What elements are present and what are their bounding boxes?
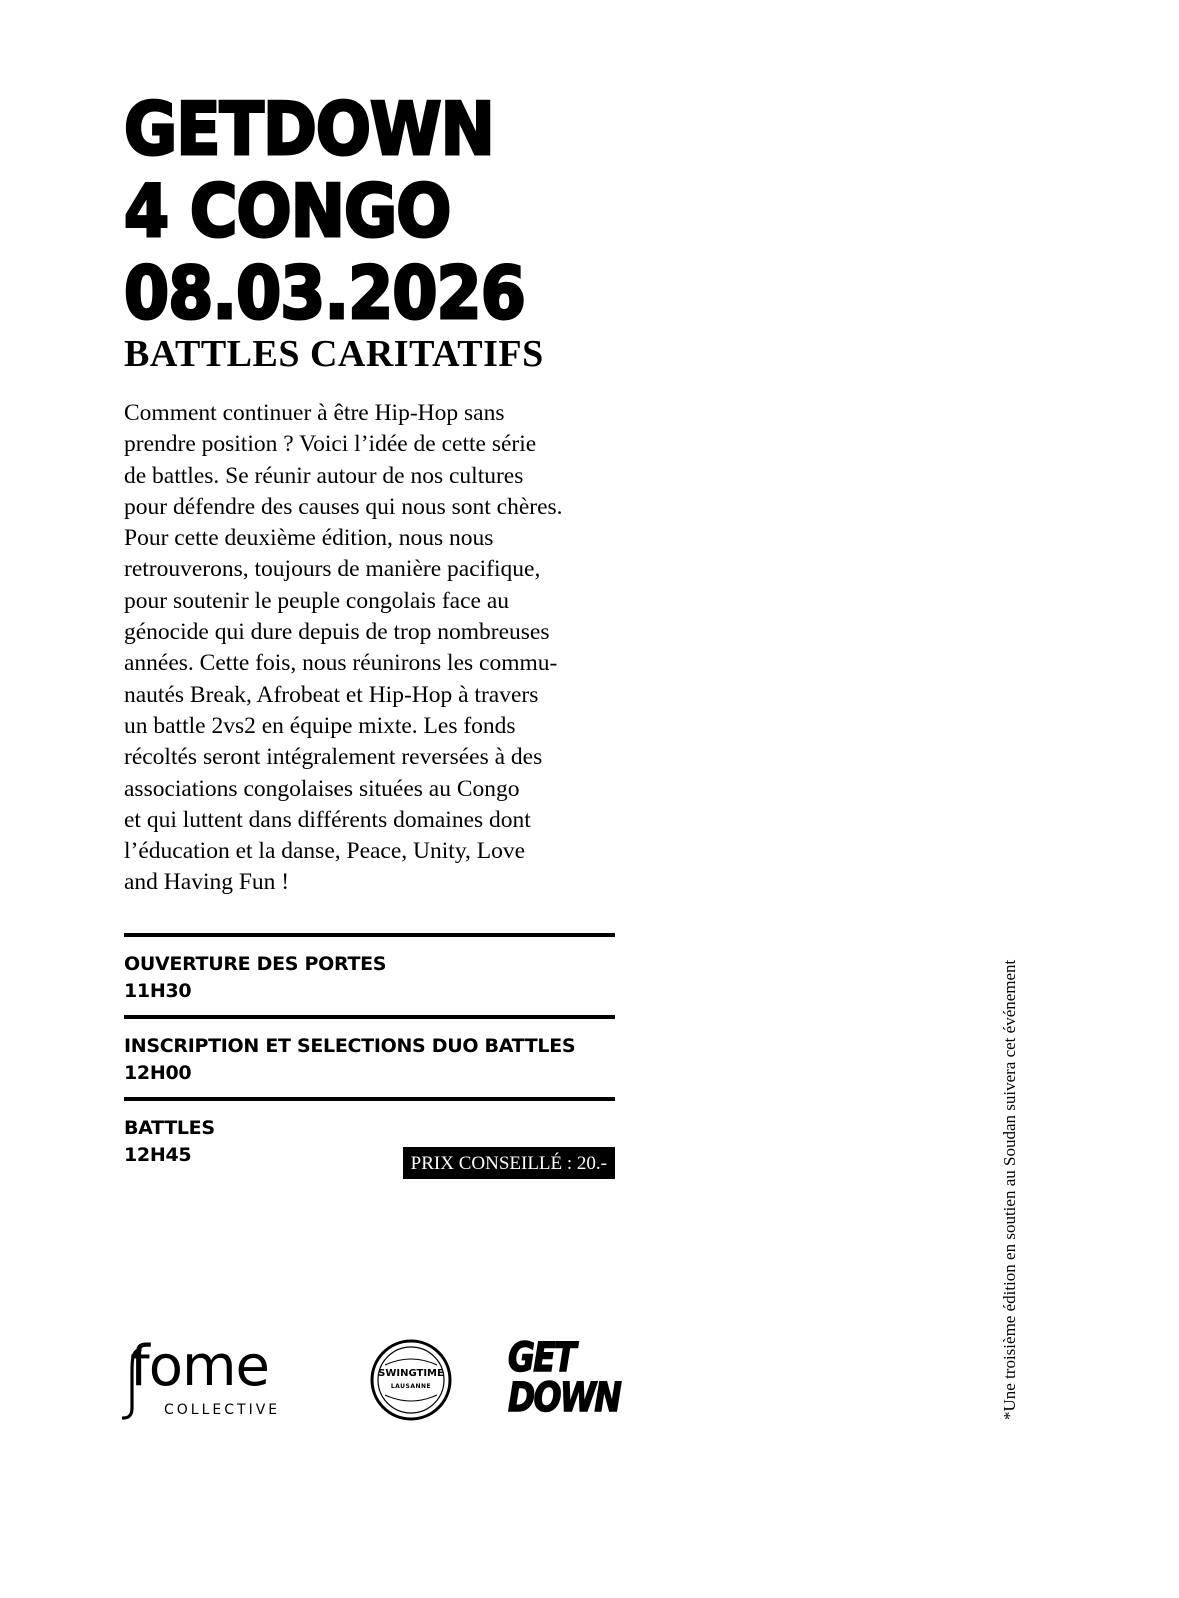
- footnote: *Une troisième édition en soutien au Soudan suivera cet événement: [1000, 959, 1019, 1420]
- body-line: un battle 2vs2 en équipe mixte. Les fonds: [124, 712, 516, 739]
- body-line: associations congolaises situées au Congo: [124, 775, 520, 802]
- headline-line-1: GETDOWN: [124, 87, 494, 171]
- body-line: récoltés seront intégralement reversées à des: [124, 744, 543, 771]
- schedule-item-registration: [124, 1019, 615, 1097]
- headline: [124, 88, 525, 334]
- body-line: génocide qui dure depuis de trop nombreuses: [124, 619, 550, 646]
- schedule-item-doors: [124, 937, 615, 1015]
- body-line: années. Cette fois, nous réunirons les commu-: [124, 650, 558, 677]
- schedule-time: 12H00: [124, 1062, 192, 1084]
- body-line: pour défendre des causes qui nous sont chères.: [124, 493, 563, 520]
- fome-logo-sub: COLLECTIVE: [164, 1402, 281, 1418]
- schedule-item-battles: [124, 1101, 615, 1179]
- subtitle: BATTLES CARITATIFS: [124, 333, 544, 375]
- swingtime-logo-sub: LAUSANNE: [390, 1383, 432, 1390]
- body-line: Comment continuer à être Hip-Hop sans: [124, 400, 505, 426]
- swingtime-logo-word: SWINGTIME: [378, 1368, 444, 1379]
- schedule-label: BATTLES: [124, 1117, 215, 1139]
- body-text: [124, 398, 624, 899]
- body-line: pour soutenir le peuple congolais face au: [124, 587, 509, 614]
- fome-collective-logo: [122, 1334, 302, 1420]
- price-badge: PRIX CONSEILLÉ : 20.-: [403, 1147, 615, 1179]
- swingtime-logo: [370, 1339, 452, 1421]
- schedule-label: OUVERTURE DES PORTES: [124, 953, 387, 975]
- getdown-logo-line-1: GET: [508, 1335, 575, 1381]
- body-line: de battles. Se réunir autour de nos cultures: [124, 462, 524, 489]
- body-line: and Having Fun !: [124, 869, 290, 896]
- swingtime-circle-icon: [370, 1339, 452, 1421]
- body-line: prendre position ? Voici l’idée de cette série: [124, 431, 537, 458]
- getdown-logo-line-2: DOWN: [508, 1375, 621, 1421]
- headline-date: 08.03.2026: [124, 251, 525, 335]
- headline-line-2: 4 CONGO: [124, 169, 451, 253]
- body-line: retrouverons, toujours de manière pacifique,: [124, 556, 541, 583]
- body-line: l’éducation et la danse, Peace, Unity, Love: [124, 838, 526, 865]
- schedule-time: 12H45: [124, 1144, 192, 1166]
- body-line: Pour cette deuxième édition, nous nous: [124, 525, 494, 552]
- fome-logo-word: fome: [130, 1334, 269, 1399]
- body-line: nautés Break, Afrobeat et Hip-Hop à travers: [124, 681, 539, 708]
- schedule-time: 11H30: [124, 980, 192, 1002]
- schedule: [124, 933, 615, 1179]
- getdown-logo: [508, 1335, 621, 1421]
- body-line: et qui luttent dans différents domaines dont: [124, 806, 531, 833]
- schedule-label: INSCRIPTION ET SELECTIONS DUO BATTLES: [124, 1035, 576, 1057]
